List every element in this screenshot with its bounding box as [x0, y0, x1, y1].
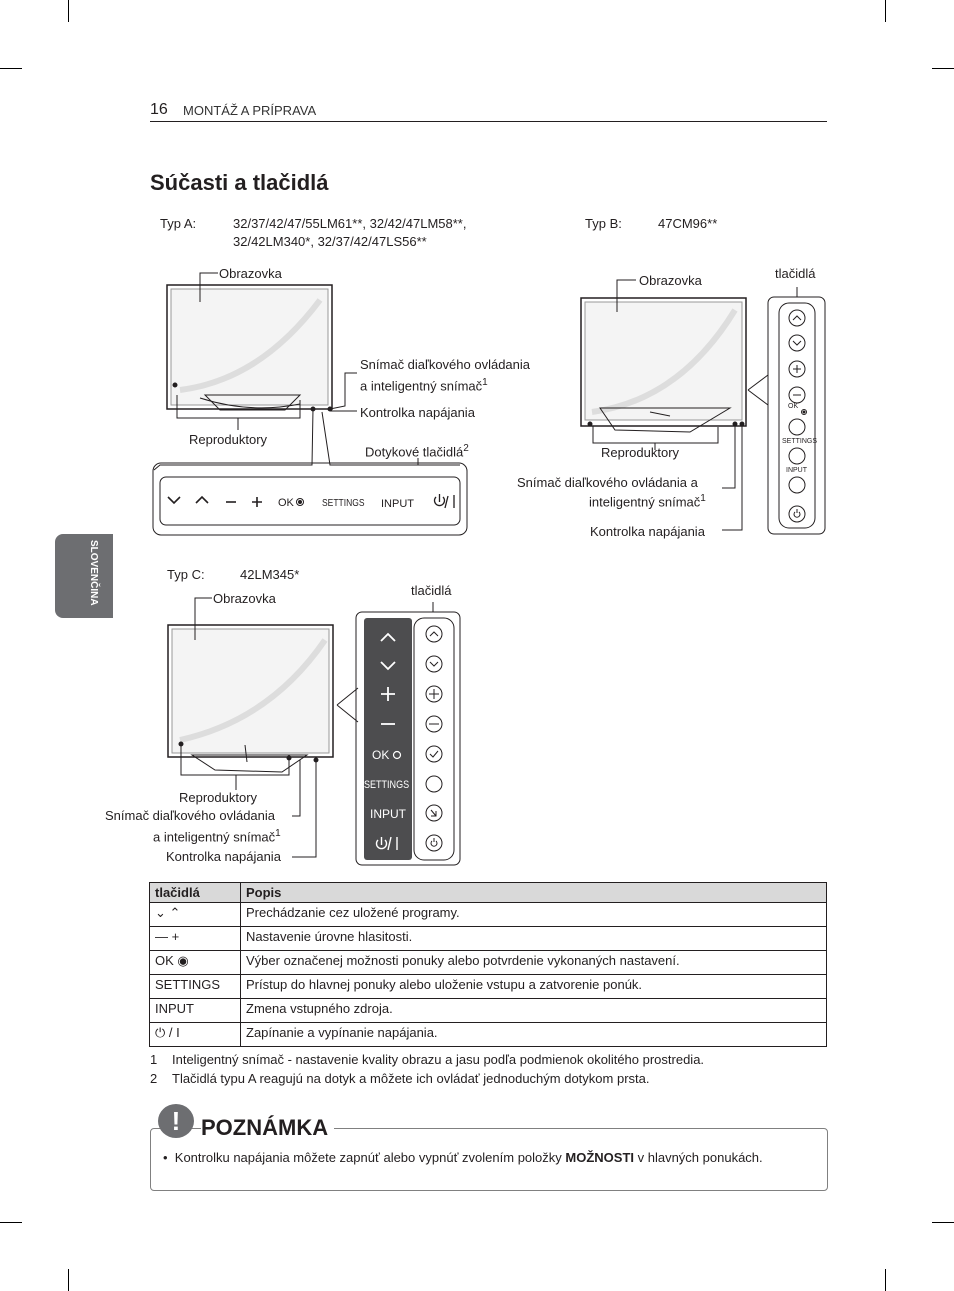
table-row: [150, 903, 827, 927]
table-cell-desc: Prechádzanie cez uložené programy.: [241, 903, 827, 927]
type-c-power-led-label: Kontrolka napájania: [166, 849, 281, 864]
type-a-settings-label: SETTINGS: [322, 498, 365, 509]
type-a-speakers-label: Reproduktory: [189, 432, 268, 447]
type-c-input-label: INPUT: [370, 807, 406, 821]
page-number: 16: [150, 101, 168, 118]
type-a-input-label: INPUT: [381, 498, 414, 510]
type-a-models-line1: 32/37/42/47/55LM61**, 32/42/47LM58**,: [233, 216, 467, 231]
type-c-buttons-label: tlačidlá: [411, 583, 452, 598]
type-c-ok-label: OK: [372, 748, 390, 762]
type-b-screen-label: Obrazovka: [639, 273, 702, 288]
table-header-description: Popis: [241, 883, 827, 903]
table-row: [150, 999, 827, 1023]
table-row: [150, 975, 827, 999]
type-b-sensor-label-line2: inteligentný snímač$^1$: [589, 493, 706, 510]
table-cell-key: SETTINGS: [150, 975, 241, 999]
table-cell-desc: Nastavenie úrovne hlasitosti.: [241, 927, 827, 951]
type-c-screen-label: Obrazovka: [213, 591, 276, 606]
type-b-ok-label: OK: [788, 403, 799, 410]
table-header-row: [150, 883, 827, 903]
type-b-power-led-label: Kontrolka napájania: [590, 524, 705, 539]
table-row: [150, 951, 827, 975]
type-a-label: Typ A:: [160, 216, 197, 231]
type-c-model: 42LM345*: [240, 567, 300, 582]
note-title: POZNÁMKA: [201, 1115, 334, 1141]
table-cell-desc: Výber označenej možnosti ponuky alebo potvrdenie vykonaných nastavení.: [241, 951, 827, 975]
table-cell-key: ⌄ ⌃: [150, 903, 241, 927]
type-a-sensor-label-line1: Snímač diaľkového ovládania: [360, 357, 531, 372]
type-b-input-label: INPUT: [786, 467, 807, 474]
type-a-sensor-label-line2: a inteligentný snímač$^1$: [360, 377, 488, 394]
type-a-power-led-label: Kontrolka napájania: [360, 405, 475, 420]
type-a-ok-label: OK: [278, 497, 294, 509]
page-title: Súčasti a tlačidlá: [150, 170, 329, 195]
footnote-2: 2 Tlačidlá typu A reagujú na dotyk a môžete ich ovládať jednoduchým dotykom prsta.: [150, 1071, 650, 1086]
footnote-1: 1 Inteligentný snímač - nastavenie kvality obrazu a jasu podľa podmienok okolitého prostredia.: [150, 1052, 705, 1067]
exclamation-icon: !: [158, 1104, 194, 1138]
type-c-settings-label: SETTINGS: [364, 779, 410, 791]
table-cell-key: ⏻ / I: [150, 1023, 241, 1047]
table-cell-key: OK ◉: [150, 951, 241, 975]
table-cell-key: INPUT: [150, 999, 241, 1023]
type-b-buttons-label: tlačidlá: [775, 266, 816, 281]
table-row: [150, 927, 827, 951]
table-cell-desc: Zapínanie a vypínanie napájania.: [241, 1023, 827, 1047]
table-cell-desc: Prístup do hlavnej ponuky alebo uloženie vstupu a zatvorenie ponúk.: [241, 975, 827, 999]
type-b-label: Typ B:: [585, 216, 622, 231]
buttons-table: [149, 882, 827, 1047]
type-c-speakers-label: Reproduktory: [179, 790, 258, 805]
table-cell-key: — +: [150, 927, 241, 951]
type-b-model: 47CM96**: [658, 216, 718, 231]
type-c-label: Typ C:: [167, 567, 205, 582]
table-row: [150, 1023, 827, 1047]
type-b-speakers-label: Reproduktory: [601, 445, 680, 460]
language-tab-label: SLOVENČINA: [88, 540, 99, 606]
table-header-buttons: tlačidlá: [150, 883, 241, 903]
table-cell-desc: Zmena vstupného zdroja.: [241, 999, 827, 1023]
type-a-touch-buttons-label: Dotykové tlačidlá$^2$: [365, 443, 469, 460]
type-a-models-line2: 32/42LM340*, 32/37/42/47LS56**: [233, 234, 427, 249]
type-b-settings-label: SETTINGS: [782, 438, 818, 445]
type-b-sensor-label-line1: Snímač diaľkového ovládania a: [517, 475, 698, 490]
section-title: MONTÁŽ A PRÍPRAVA: [183, 103, 317, 118]
note-text: • Kontrolku napájania môžete zapnúť alebo vypnúť zvolením položky MOŽNOSTI v hlavných ponukách.: [163, 1150, 763, 1165]
type-a-screen-label: Obrazovka: [219, 266, 282, 281]
type-c-sensor-label-line2: a inteligentný snímač$^1$: [153, 828, 281, 845]
type-c-sensor-label-line1: Snímač diaľkového ovládania: [105, 808, 276, 823]
